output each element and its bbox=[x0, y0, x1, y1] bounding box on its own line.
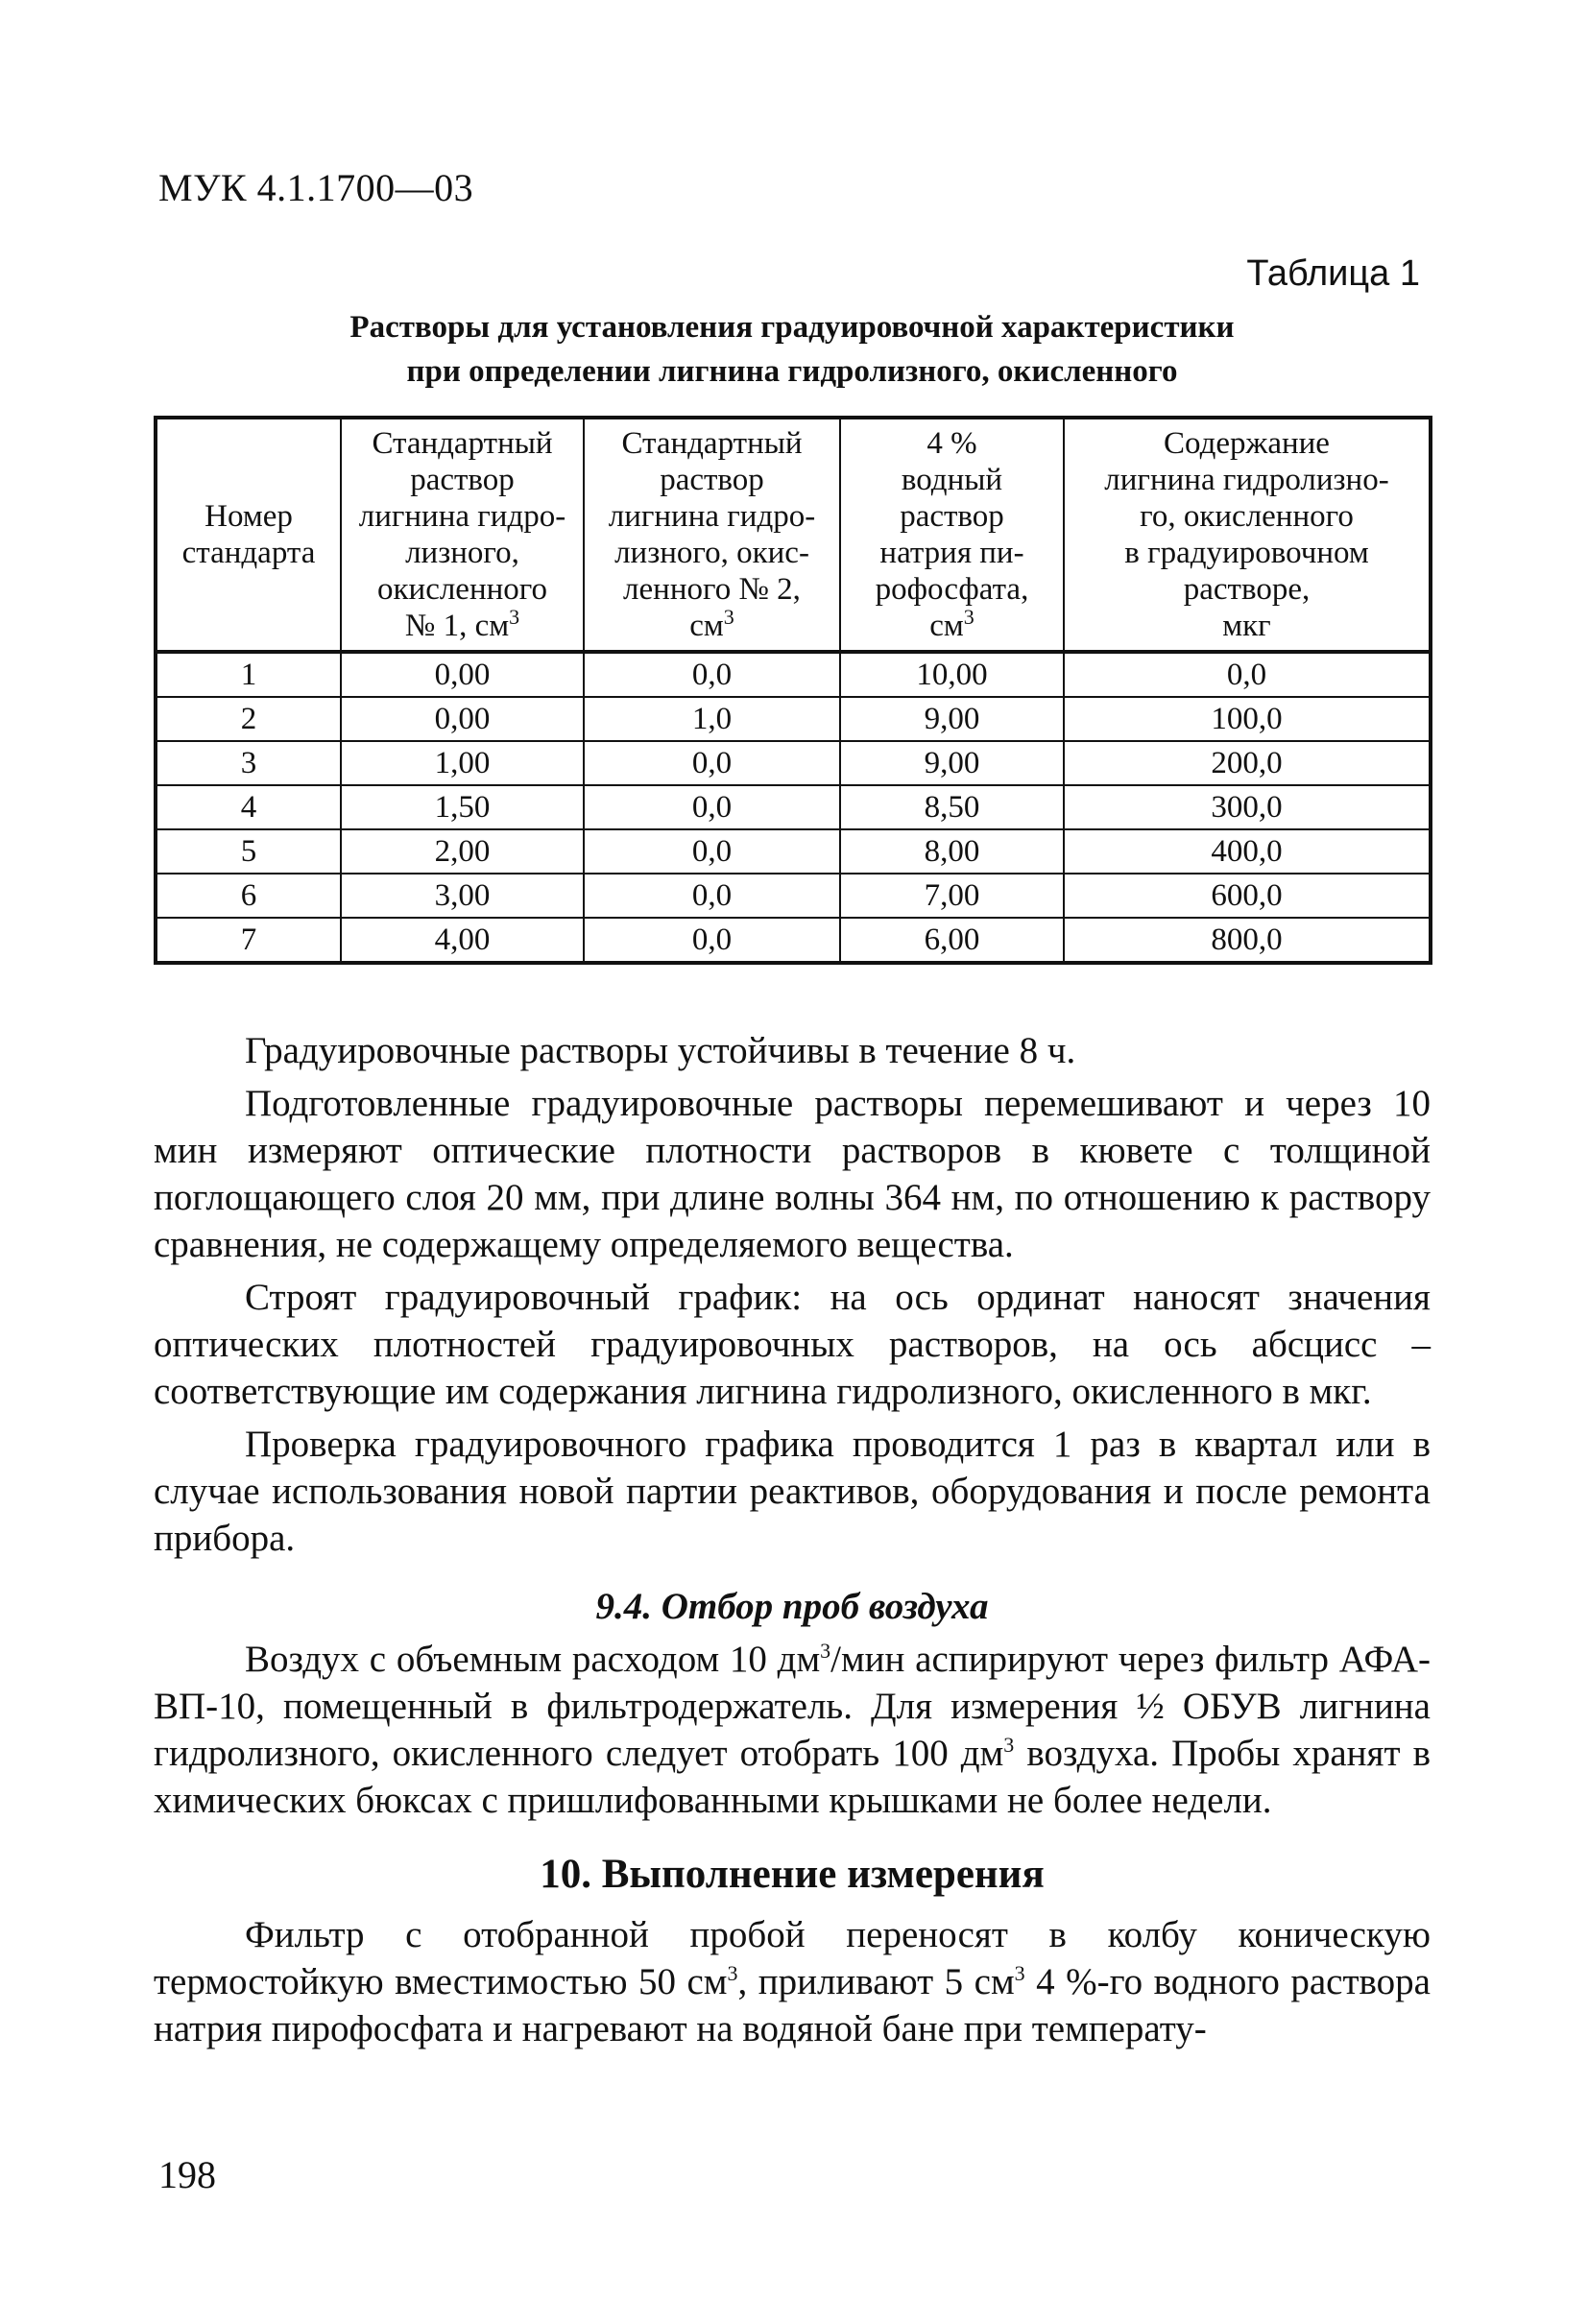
table-cell: 1,50 bbox=[341, 785, 584, 829]
table-cell: 6 bbox=[156, 874, 341, 918]
table-cell: 400,0 bbox=[1064, 829, 1431, 874]
table-cell: 6,00 bbox=[840, 918, 1064, 963]
table-cell: 4 bbox=[156, 785, 341, 829]
table-row bbox=[156, 829, 1431, 874]
table-cell: 1 bbox=[156, 652, 341, 697]
table-row bbox=[156, 652, 1431, 697]
table-cell: 4,00 bbox=[341, 918, 584, 963]
table-row bbox=[156, 697, 1431, 741]
table-row bbox=[156, 874, 1431, 918]
body-text bbox=[154, 1027, 1431, 2052]
column-header-standard-number: Номер стандарта bbox=[156, 418, 341, 652]
section-heading: 10. Выполнение измерения bbox=[540, 1852, 1045, 1897]
calibration-table bbox=[154, 416, 1432, 965]
table-cell: 9,00 bbox=[840, 697, 1064, 741]
column-header-standard-solution-2: Стандартный раствор лигнина гидро- лизного, окис- ленного № 2, $см^3$ bbox=[584, 418, 840, 652]
document-code: МУК 4.1.1700—03 bbox=[158, 166, 474, 209]
table-cell: 2 bbox=[156, 697, 341, 741]
table-cell: 1,0 bbox=[584, 697, 840, 741]
paragraph: Фильтр с отобранной пробой переносят в колбу коническую термостойкую вместимостью 50 $см^3$, приливают 5 $см^3$ 4 %-го водного раствора натрия пирофосфата и нагревают на водяной бане при температу- bbox=[154, 1914, 1431, 2049]
table-cell: 0,00 bbox=[341, 697, 584, 741]
table-cell: 7,00 bbox=[840, 874, 1064, 918]
table-cell: 0,0 bbox=[584, 829, 840, 874]
page-number: 198 bbox=[158, 2153, 216, 2196]
table-cell: 200,0 bbox=[1064, 741, 1431, 785]
table-cell: 0,0 bbox=[584, 874, 840, 918]
table-cell: 0,0 bbox=[584, 741, 840, 785]
table-cell: 8,00 bbox=[840, 829, 1064, 874]
table-cell: 3 bbox=[156, 741, 341, 785]
table-cell: 9,00 bbox=[840, 741, 1064, 785]
column-header-standard-solution-1: Стандартный раствор лигнина гидро- лизного, окисленного № 1, $см^3$ bbox=[341, 418, 584, 652]
table-row bbox=[156, 741, 1431, 785]
table-title-line: Растворы для установления градуировочной характеристики bbox=[349, 310, 1235, 345]
table-cell: 0,00 bbox=[341, 652, 584, 697]
table-cell: 300,0 bbox=[1064, 785, 1431, 829]
table-title bbox=[154, 305, 1431, 394]
paragraph: Строят градуировочный график: на ось ординат наносят значения оптических плотностей градуировочных растворов, на ось абсцисс – соответствующие им содержания лигнина гидролизного, окисленного в мкг. bbox=[154, 1277, 1431, 1412]
table-cell: 10,00 bbox=[840, 652, 1064, 697]
table-header-row bbox=[156, 418, 1431, 652]
table-cell: 0,0 bbox=[1064, 652, 1431, 697]
table-cell: 0,0 bbox=[584, 785, 840, 829]
table-cell: 8,50 bbox=[840, 785, 1064, 829]
paragraph: Подготовленные градуировочные растворы перемешивают и через 10 мин измеряют оптические плотности растворов в кювете с толщиной поглощающего слоя 20 мм, при длине волны 364 нм, по отношению к раствору сравнения, не содержащему определяемого вещества. bbox=[154, 1083, 1431, 1265]
table-cell: 1,00 bbox=[341, 741, 584, 785]
table-row bbox=[156, 785, 1431, 829]
table-cell: 5 bbox=[156, 829, 341, 874]
paragraph: Проверка градуировочного графика проводится 1 раз в квартал или в случае использования новой партии реактивов, оборудования и после ремонта прибора. bbox=[154, 1424, 1431, 1559]
table-cell: 100,0 bbox=[1064, 697, 1431, 741]
table-cell: 7 bbox=[156, 918, 341, 963]
table-caption: Таблица 1 bbox=[1246, 253, 1420, 294]
table-row bbox=[156, 918, 1431, 963]
paragraph: Воздух с объемным расходом 10 $дм^3$/мин аспирируют через фильтр АФА-ВП-10, помещенный в фильтродержатель. Для измерения ½ ОБУВ лигнина гидролизного, окисленного следует отобрать 100 $дм^3$ воздуха. Пробы хранят в химических бюксах с пришлифованными крышками не более недели. bbox=[154, 1639, 1431, 1821]
table-cell: 800,0 bbox=[1064, 918, 1431, 963]
table-cell: 600,0 bbox=[1064, 874, 1431, 918]
subsection-heading: 9.4. Отбор проб воздуха bbox=[595, 1586, 989, 1627]
table-title-line: при определении лигнина гидролизного, окисленного bbox=[406, 354, 1178, 389]
paragraph: Градуировочные растворы устойчивы в течение 8 ч. bbox=[245, 1030, 1076, 1071]
table-cell: 0,0 bbox=[584, 652, 840, 697]
table-cell: 2,00 bbox=[341, 829, 584, 874]
table-cell: 0,0 bbox=[584, 918, 840, 963]
column-header-pyrophosphate: 4 % водный раствор натрия пи- рофосфата, $см^3$ bbox=[840, 418, 1064, 652]
table-cell: 3,00 bbox=[341, 874, 584, 918]
column-header-lignin-content: Содержание лигнина гидролизно- го, окисленного в градуировочном растворе, мкг bbox=[1064, 418, 1431, 652]
